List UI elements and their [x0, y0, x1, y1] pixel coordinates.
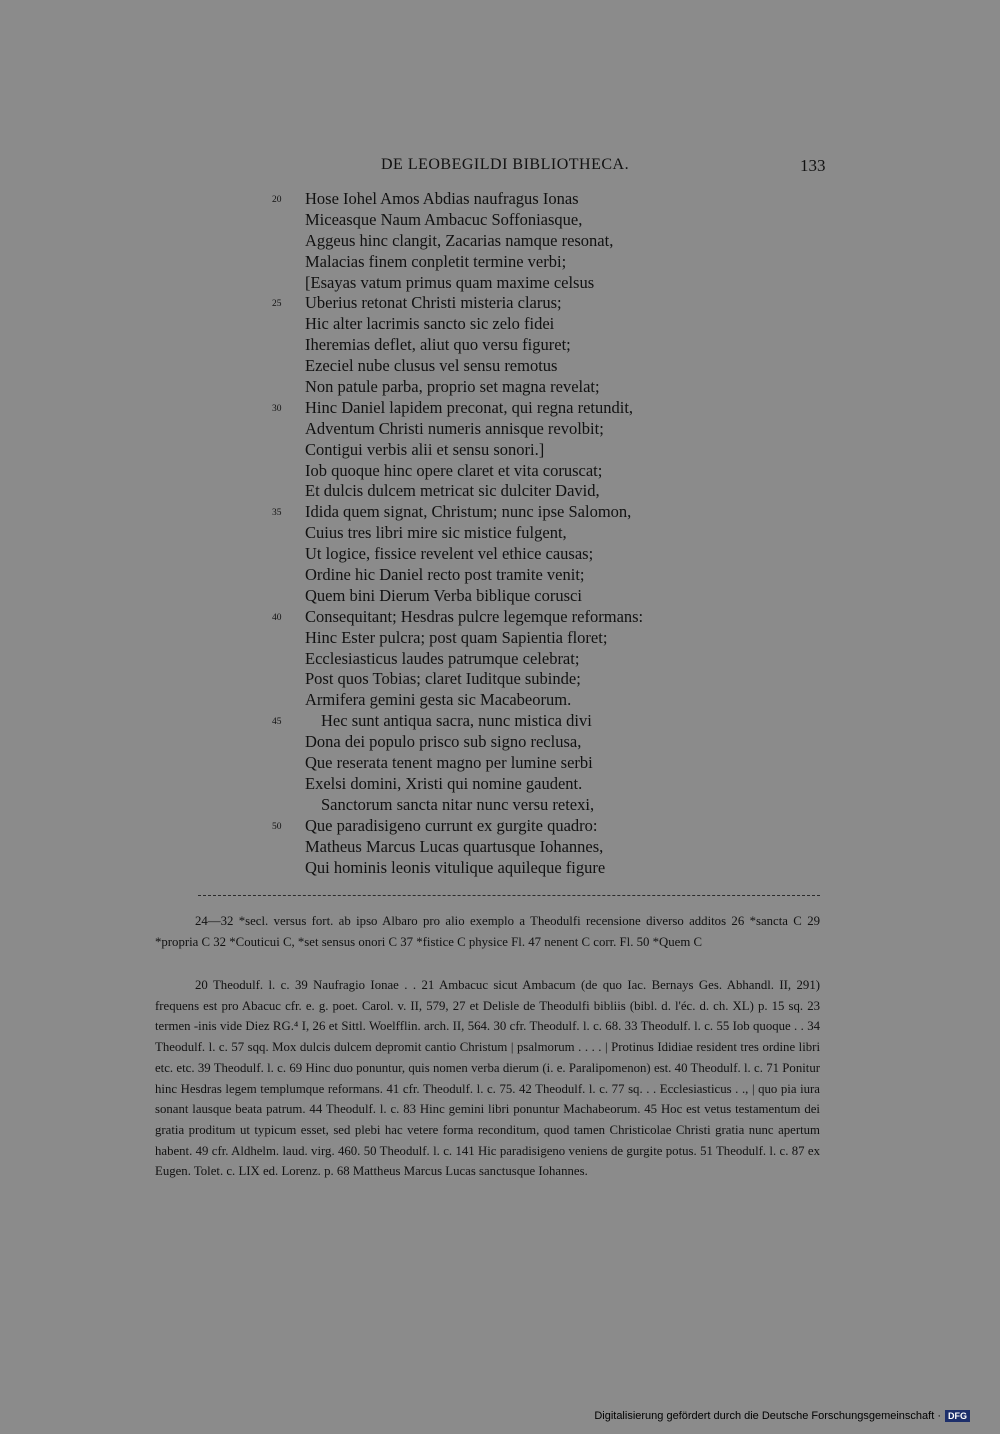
- verse-line: [0, 690, 1000, 711]
- verse-text: Hec sunt antiqua sacra, nunc mistica divi: [321, 711, 592, 731]
- verse-line: [0, 774, 1000, 795]
- verse-line: [0, 210, 1000, 231]
- verse-line: [0, 816, 1000, 837]
- verse-line: [0, 273, 1000, 294]
- verse-text: Consequitant; Hesdras pulcre legemque reformans:: [305, 606, 644, 626]
- verse-text: Iob quoque hinc opere claret et vita coruscat;: [305, 460, 603, 480]
- verse-line: [0, 502, 1000, 523]
- verse-text: Aggeus hinc clangit, Zacarias namque resonat,: [305, 230, 614, 250]
- verse-line: [0, 732, 1000, 753]
- verse-line: [0, 607, 1000, 628]
- source-notes: 20 Theodulf. l. c. 39 Naufragio Ionae . . 21 Ambacuc sicut Ambacum (de quo Iac. Bernays Ges. Abhandl. II, 291) frequens est pro Abacuc cfr. e. g. poet. Carol. v. II, 579, 27 et Delisle de Theodulfi bibliis (bibl. d. l'éc. d. ch. XL) p. 15 sq. 23 termen -inis vide Diez RG.⁴ I, 26 et Sittl. Woelfflin. arch. II, 564. 30 cfr. Theodulf. l. c. 68. 33 Theodulf. l. c. 55 Iob quoque . . 34 Theodulf. l. c. 57 sqq. Mox dulcis dulcem depromit cantio Christum | psalmorum . . . . | Protinus Ididiae resident tres ordine libri etc. etc. 39 Theodulf. l. c. 69 Hinc duo ponuntur, quis nomen verba dierum (i. e. Paralipomenon) est. 40 Theodulf. l. c. 71 Ponitur hinc Hesdras legem templumque reformans. 41 cfr. Theodulf. l. c. 75. 42 Theodulf. l. c. 77 sq. . . Ecclesiasticus . ., | quo pia iura sonant lausque beata patrum. 44 Theodulf. l. c. 83 Hinc gemini libri ponuntur Machabeorum. 45 Hoc est vetus testamentum dei gratia proditum ut typicum esset, sed plebi hac vetere forma reconditum, quod tamen Christicolae Christi gratia nunc apertum habent. 49 cfr. Aldhelm. laud. virg. 460. 50 Theodulf. l. c. 141 Hic paradisigeno veniens de gurgite potus. 51 Theodulf. l. c. 87 ex Eugen. Tolet. c. LIX ed. Lorenz. p. 68 Mattheus Marcus Lucas sanctusque Iohannes.: [155, 978, 820, 1179]
- verse-line: [0, 481, 1000, 502]
- verse-text: Ut logice, fissice revelent vel ethice causas;: [305, 544, 594, 564]
- page-header: [0, 156, 1000, 180]
- verse-text: Que reserata tenent magno per lumine serbi: [305, 753, 593, 773]
- verse-line: [0, 711, 1000, 732]
- verse-text: Cuius tres libri mire sic mistice fulgent,: [305, 523, 567, 543]
- verse-line: [0, 293, 1000, 314]
- critical-apparatus: 24—32 *secl. versus fort. ab ipso Albaro pro alio exemplo a Theodulfi recensione diverso additos 26 *sancta C 29 *propria C 32 *Couticui C, *set sensus onori C 37 *fistice C physice Fl. 47 nenent C corr. Fl. 50 *Quem C: [155, 914, 820, 949]
- verse-number: 40: [272, 612, 282, 623]
- verse-line: [0, 335, 1000, 356]
- verse-text: Quem bini Dierum Verba biblique corusci: [305, 585, 582, 605]
- verse-text: Contigui verbis alii et sensu sonori.]: [305, 439, 545, 459]
- verse-text: Post quos Tobias; claret Iuditque subinde;: [305, 669, 581, 689]
- dfg-logo: DFG: [945, 1410, 970, 1422]
- verse-line: [0, 565, 1000, 586]
- verse-line: [0, 628, 1000, 649]
- verse-number: 20: [272, 195, 282, 205]
- verse-text: Hinc Daniel lapidem preconat, qui regna retundit,: [305, 397, 634, 417]
- credit-text: Digitalisierung gefördert durch die Deutsche Forschungsgemeinschaft ·: [594, 1410, 941, 1422]
- verse-line: [0, 356, 1000, 377]
- verse-line: [0, 461, 1000, 482]
- verse-text: Idida quem signat, Christum; nunc ipse Salomon,: [305, 502, 632, 522]
- verse-text: Exelsi domini, Xristi qui nomine gaudent.: [305, 773, 583, 793]
- verse-line: [0, 440, 1000, 461]
- verse-line: [0, 858, 1000, 879]
- poem-text: [0, 189, 1000, 878]
- verse-line: [0, 189, 1000, 210]
- verse-text: Hose Iohel Amos Abdias naufragus Ionas: [305, 189, 579, 208]
- verse-text: Ecclesiasticus laudes patrumque celebrat;: [305, 648, 580, 668]
- verse-text: Sanctorum sancta nitar nunc versu retexi,: [321, 794, 595, 814]
- verse-line: [0, 419, 1000, 440]
- verse-text: Hinc Ester pulcra; post quam Sapientia floret;: [305, 627, 608, 647]
- verse-number: 25: [272, 299, 282, 310]
- verse-line: [0, 398, 1000, 419]
- verse-line: [0, 586, 1000, 607]
- verse-text: Iheremias deflet, aliut quo versu figuret;: [305, 335, 571, 355]
- verse-text: Qui hominis leonis vitulique aquileque figure: [305, 857, 606, 877]
- verse-number: 35: [272, 508, 282, 519]
- verse-line: [0, 544, 1000, 565]
- verse-line: [0, 377, 1000, 398]
- verse-text: Ezeciel nube clusus vel sensu remotus: [305, 356, 558, 376]
- verse-text: Hic alter lacrimis sancto sic zelo fidei: [305, 314, 555, 334]
- verse-text: Miceasque Naum Ambacuc Soffoniasque,: [305, 209, 583, 229]
- verse-text: Uberius retonat Christi misteria clarus;: [305, 293, 562, 313]
- verse-text: Que paradisigeno currunt ex gurgite quadro:: [305, 815, 598, 835]
- running-title: DE LEOBEGILDI BIBLIOTHECA.: [381, 156, 630, 173]
- verse-line: [0, 523, 1000, 544]
- verse-text: Malacias finem conpletit termine verbi;: [305, 251, 567, 271]
- verse-line: [0, 753, 1000, 774]
- verse-number: 50: [272, 821, 282, 832]
- verse-text: Ordine hic Daniel recto post tramite venit;: [305, 565, 585, 585]
- verse-line: [0, 314, 1000, 335]
- verse-text: Adventum Christi numeris annisque revolbit;: [305, 418, 604, 438]
- verse-text: [Esayas vatum primus quam maxime celsus: [305, 272, 595, 292]
- verse-line: [0, 669, 1000, 690]
- verse-text: Matheus Marcus Lucas quartusque Iohannes,: [305, 836, 604, 856]
- verse-text: Non patule parba, proprio set magna revelat;: [305, 377, 600, 397]
- footnote-divider: [198, 895, 820, 896]
- page-number: 133: [800, 156, 826, 175]
- verse-text: Dona dei populo prisco sub signo reclusa,: [305, 732, 582, 752]
- verse-line: [0, 795, 1000, 816]
- verse-text: Armifera gemini gesta sic Macabeorum.: [305, 690, 572, 710]
- digitization-credit: [594, 1410, 970, 1422]
- verse-line: [0, 649, 1000, 670]
- verse-line: [0, 231, 1000, 252]
- verse-line: [0, 837, 1000, 858]
- verse-number: 30: [272, 403, 282, 414]
- verse-text: Et dulcis dulcem metricat sic dulciter David,: [305, 481, 600, 501]
- verse-line: [0, 252, 1000, 273]
- verse-number: 45: [272, 717, 282, 728]
